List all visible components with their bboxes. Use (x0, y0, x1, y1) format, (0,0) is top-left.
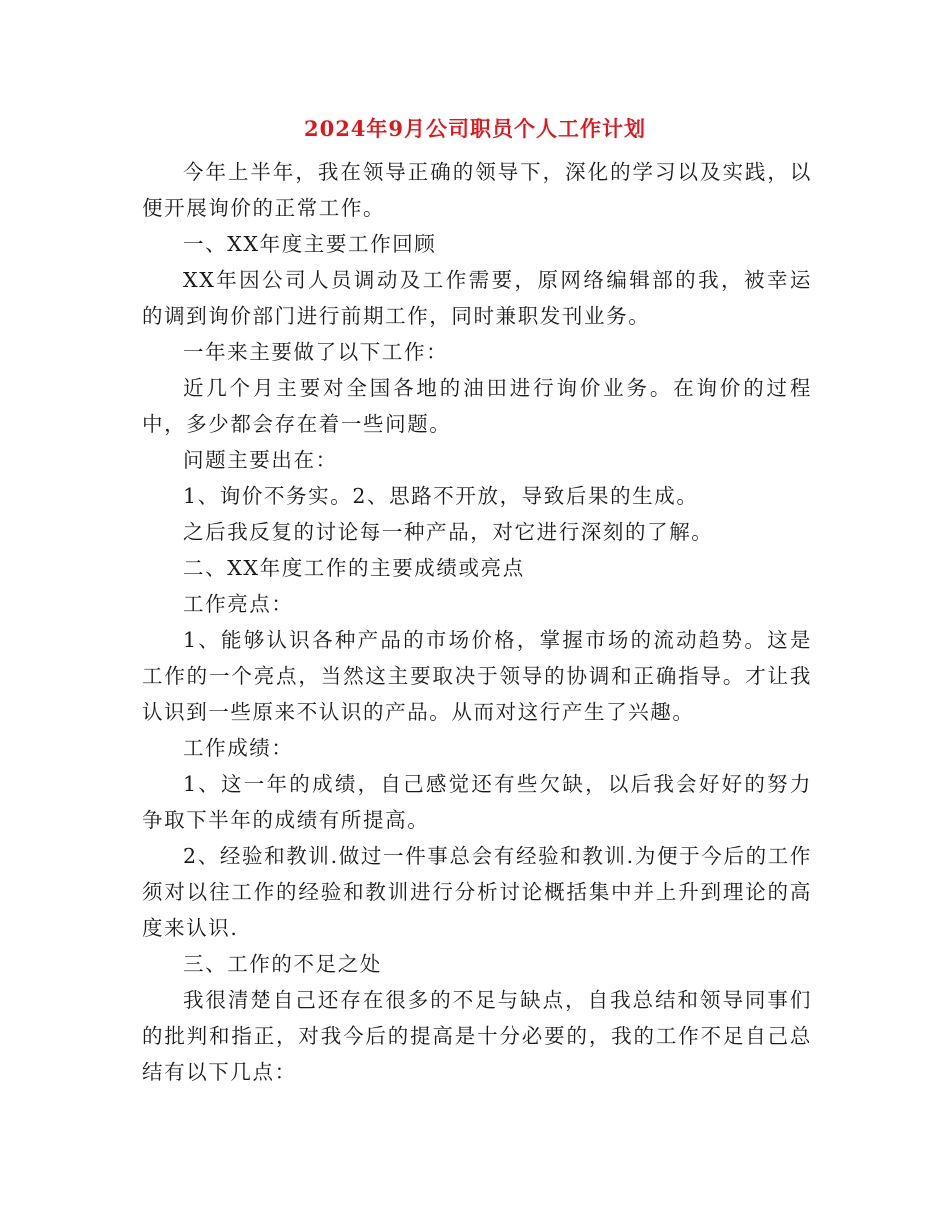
paragraph: 我很清楚自己还存在很多的不足与缺点，自我总结和领导同事们的批判和指正，对我今后的提高是十分必要的，我的工作不足自己总结有以下几点： (142, 988, 812, 1084)
paragraph: 之后我反复的讨论每一种产品，对它进行深刻的了解。 (183, 520, 714, 544)
paragraph: XX年因公司人员调动及工作需要，原网络编辑部的我，被幸运的调到询价部门进行前期工作，同时兼职发刊业务。 (142, 268, 812, 328)
paragraph: 1、询价不务实。2、思路不开放，导致后果的生成。 (183, 484, 699, 508)
paragraph: 2、经验和教训.做过一件事总会有经验和教训.为便于今后的工作须对以往工作的经验和教训进行分析讨论概括集中并上升到理论的高度来认识. (142, 844, 812, 940)
paragraph: 1、这一年的成绩，自己感觉还有些欠缺，以后我会好好的努力争取下半年的成绩有所提高。 (142, 772, 812, 832)
section-heading: 一、XX年度主要工作回顾 (183, 232, 437, 256)
section-heading: 三、工作的不足之处 (183, 952, 382, 976)
paragraph: 1、能够认识各种产品的市场价格，掌握市场的流动趋势。这是工作的一个亮点，当然这主要取决于领导的协调和正确指导。才让我认识到一些原来不认识的产品。从而对这行产生了兴趣。 (142, 628, 812, 724)
document-body (142, 154, 812, 1090)
paragraph: 工作成绩： (183, 736, 294, 760)
document-title: 2024年9月公司职员个人工作计划 (303, 116, 647, 141)
paragraph: 近几个月主要对全国各地的油田进行询价业务。在询价的过程中，多少都会存在着一些问题。 (142, 376, 812, 436)
paragraph: 工作亮点： (183, 592, 294, 616)
paragraph: 一年来主要做了以下工作： (183, 340, 449, 364)
paragraph: 今年上半年，我在领导正确的领导下，深化的学习以及实践，以便开展询价的正常工作。 (142, 160, 812, 220)
paragraph: 问题主要出在： (183, 448, 338, 472)
section-heading: 二、XX年度工作的主要成绩或亮点 (183, 556, 525, 580)
